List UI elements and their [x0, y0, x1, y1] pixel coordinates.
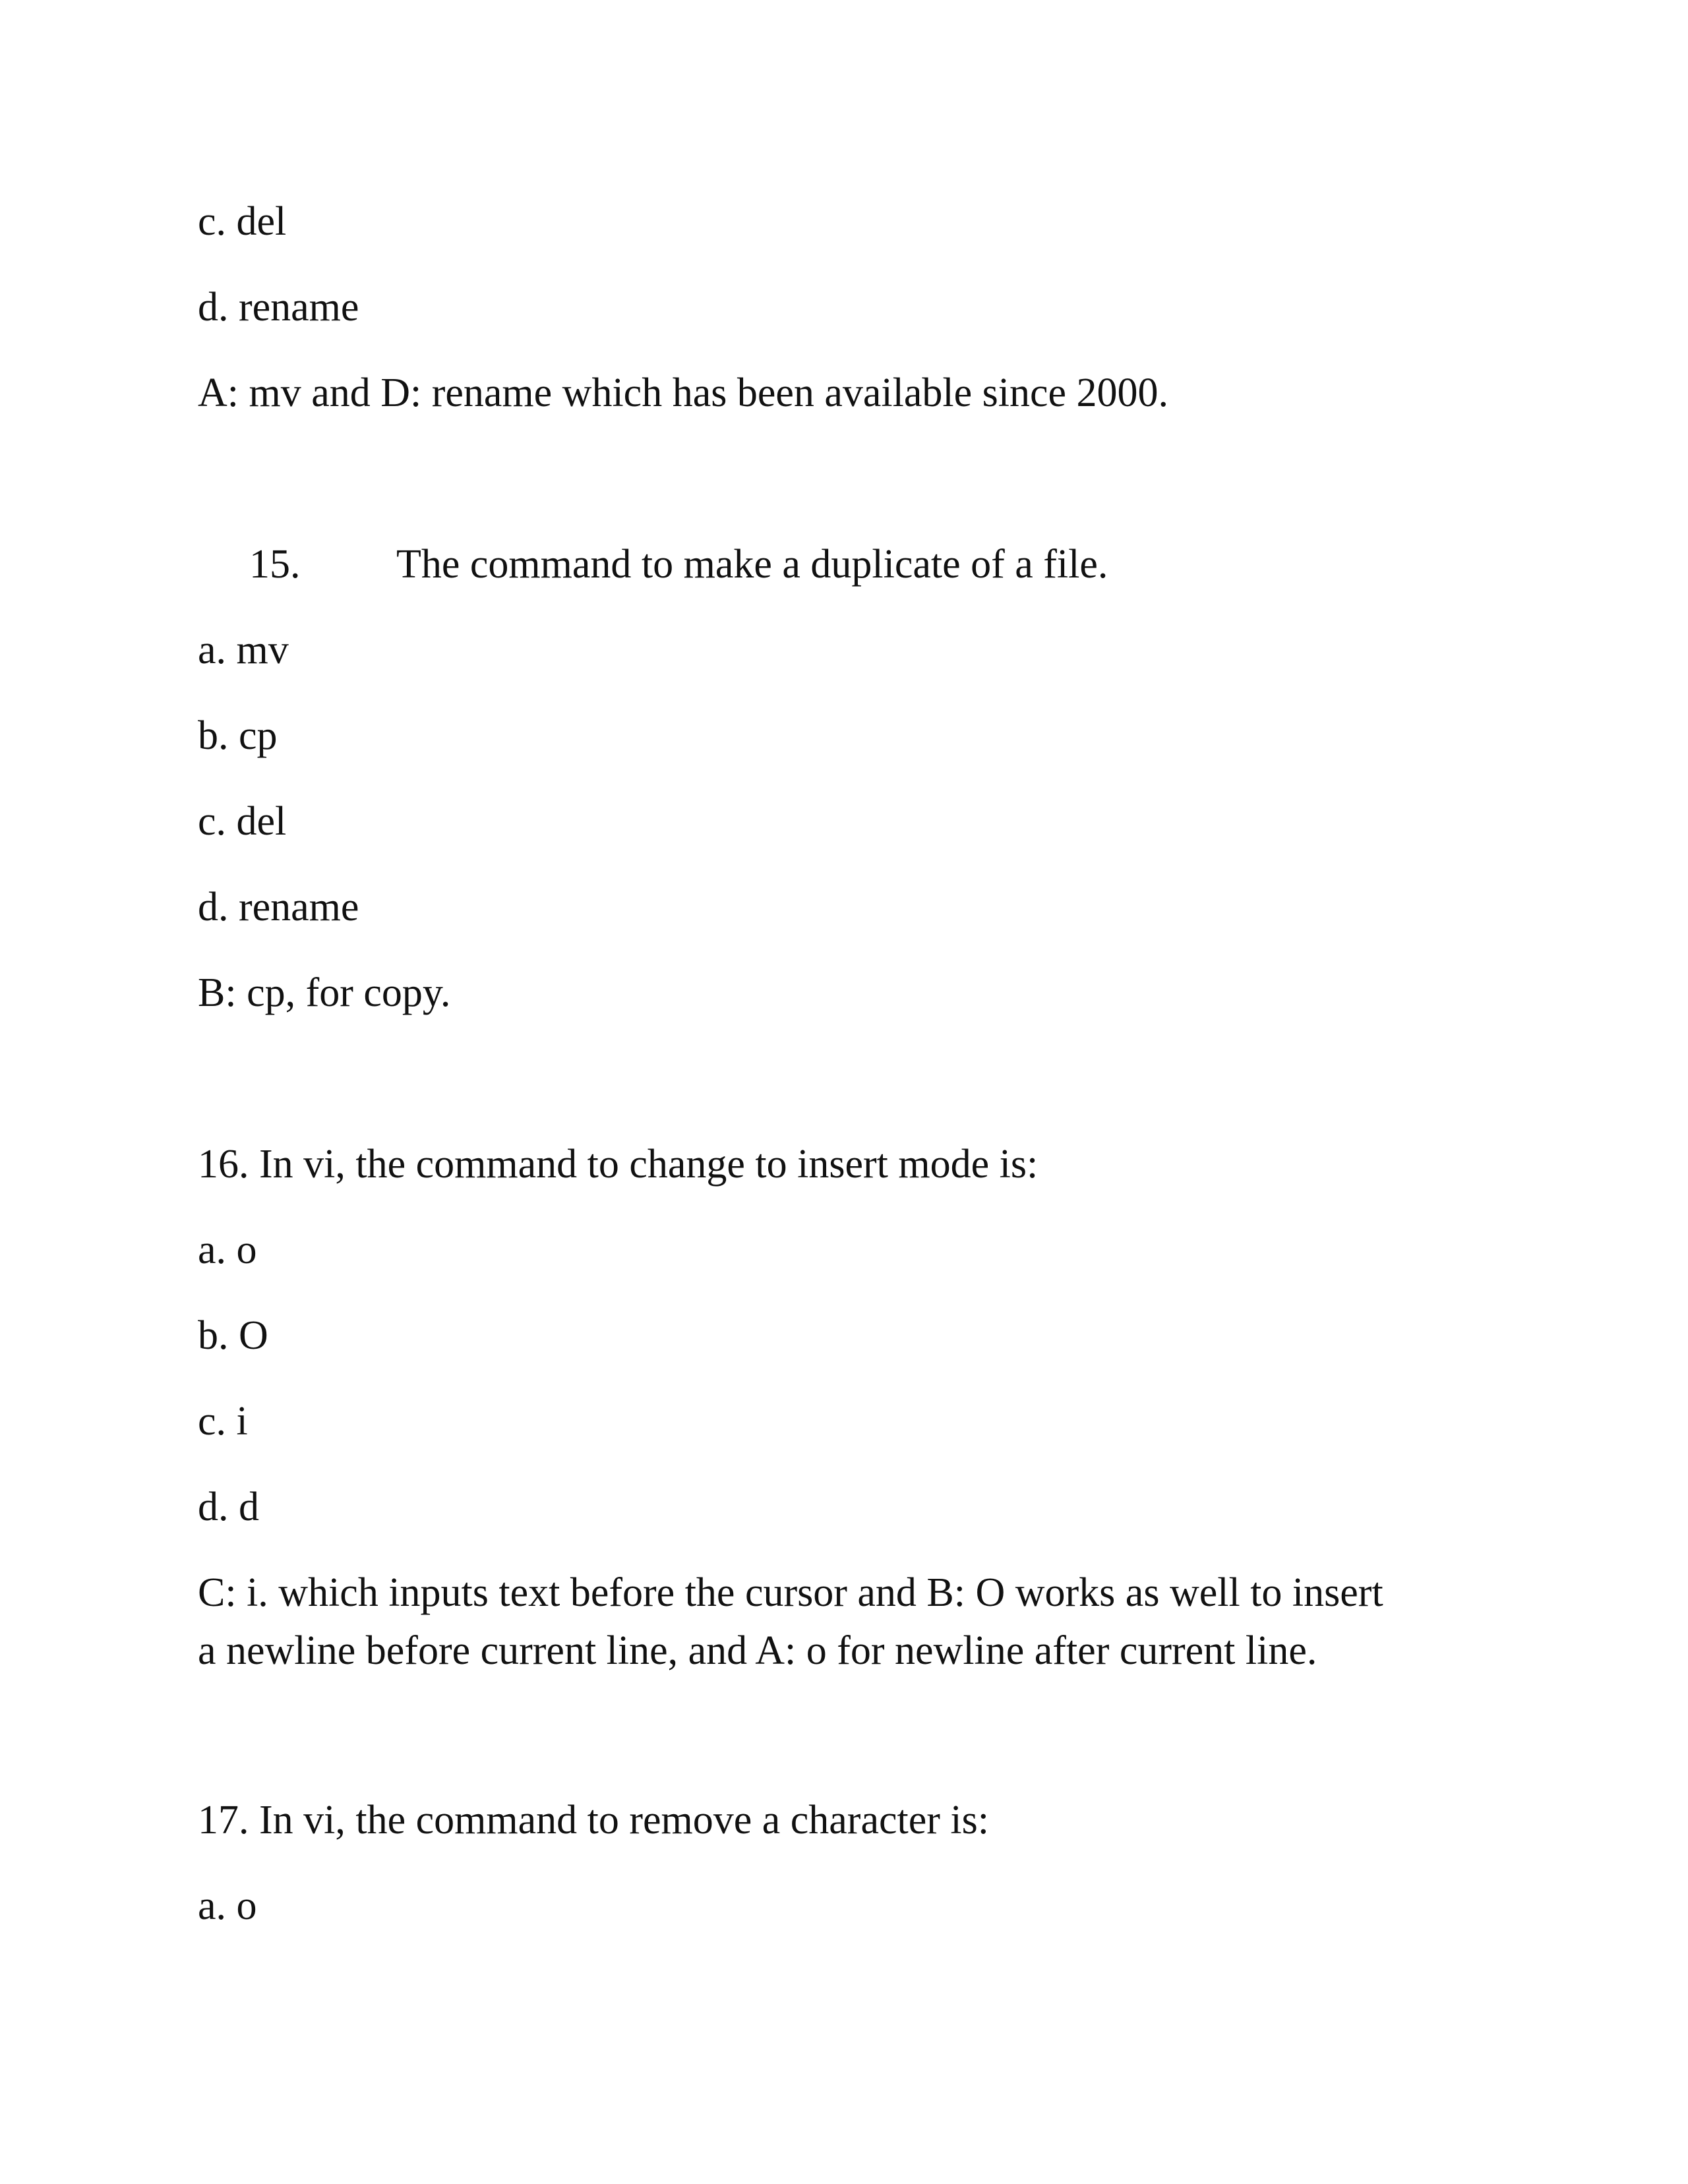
q16-option-d: d. d [198, 1485, 259, 1529]
q14-option-d: d. rename [198, 285, 359, 330]
q16-answer-line-2: a newline before current line, and A: o for newline after current line. [198, 1628, 1317, 1673]
q16-option-a: a. o [198, 1227, 257, 1272]
q16-question: 16. In vi, the command to change to insert mode is: [198, 1142, 1039, 1187]
q15-option-d: d. rename [198, 885, 359, 930]
q16-option-c: c. i [198, 1399, 248, 1444]
q15-answer: B: cp, for copy. [198, 970, 451, 1015]
q15-option-b: b. cp [198, 713, 278, 758]
q15-option-c: c. del [198, 799, 287, 844]
q15-question: The command to make a duplicate of a file. [396, 542, 1108, 587]
q17-option-a: a. o [198, 1883, 257, 1928]
q16-answer-line-1: C: i. which inputs text before the cursor and B: O works as well to insert [198, 1570, 1383, 1615]
q15-option-a: a. mv [198, 628, 289, 672]
q15-number: 15. [249, 542, 301, 587]
q17-question: 17. In vi, the command to remove a character is: [198, 1798, 989, 1843]
q16-option-b: b. O [198, 1313, 268, 1358]
q14-answer: A: mv and D: rename which has been available since 2000. [198, 370, 1169, 415]
q14-option-c: c. del [198, 199, 287, 244]
